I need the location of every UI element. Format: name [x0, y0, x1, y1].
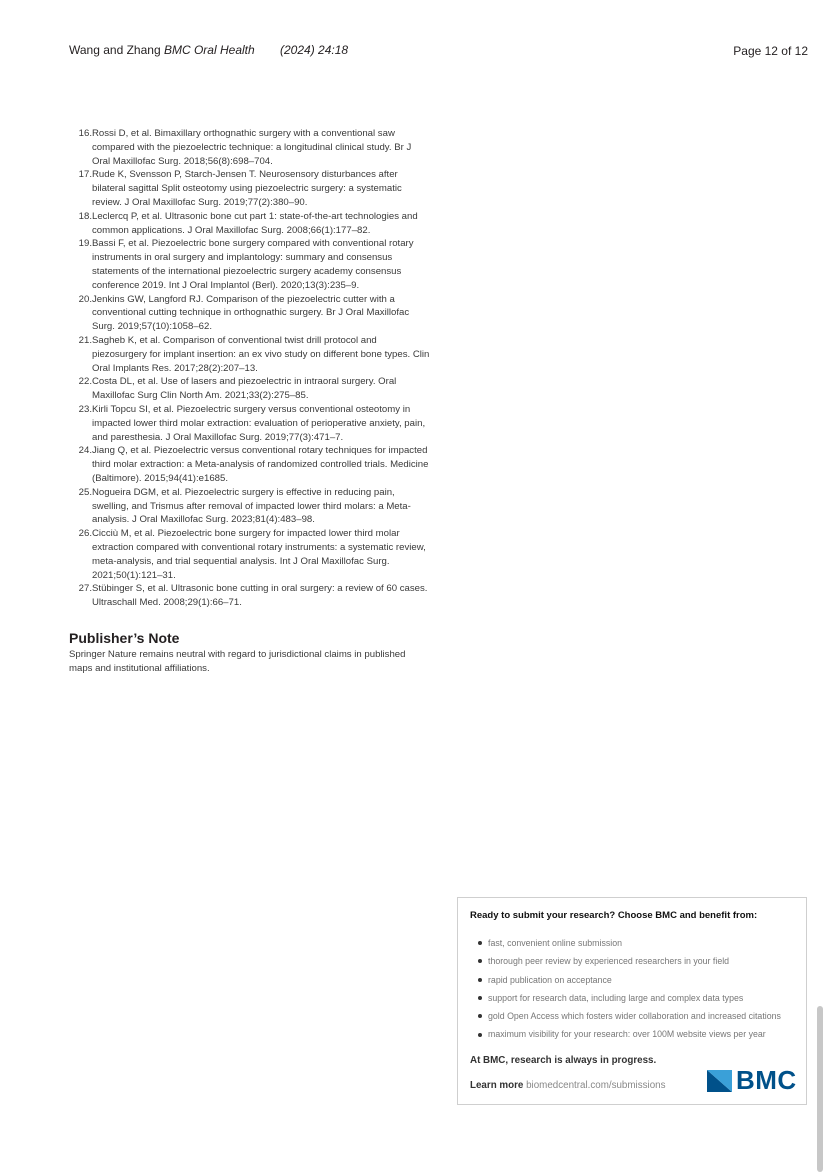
bullet-icon: [478, 959, 482, 963]
reference-text: Sagheb K, et al. Comparison of conventional twist drill protocol and piezosurgery for implant insertion: an ex vivo study on different bone types. Clin Oral Implants Res. 2017;28(2):207–13.: [92, 334, 430, 374]
bmc-logo: [707, 1065, 797, 1096]
ad-benefit-list: [478, 934, 781, 1044]
bullet-icon: [478, 941, 482, 945]
reference-list: [69, 127, 431, 610]
ad-benefit-text: gold Open Access which fosters wider collaboration and increased citations: [488, 1011, 781, 1022]
ad-benefit-item: [478, 989, 781, 1007]
page-number: Page 12 of 12: [733, 44, 808, 58]
reference-number: 24.: [78, 445, 92, 457]
reference-number: 17.: [78, 169, 92, 181]
ad-benefit-text: rapid publication on acceptance: [488, 974, 612, 985]
reference-number: 25.: [78, 486, 92, 498]
reference-item: [69, 403, 431, 444]
bmc-logo-icon: [707, 1070, 732, 1092]
bmc-logo-text: BMC: [736, 1065, 797, 1095]
reference-item: [69, 527, 431, 582]
header-journal: BMC Oral Health: [163, 43, 255, 57]
reference-number: 19.: [78, 238, 92, 250]
reference-item: [69, 444, 431, 485]
ad-benefit-item: [478, 971, 781, 989]
reference-number: 18.: [78, 210, 92, 222]
reference-text: Rossi D, et al. Bimaxillary orthognathic surgery with a conventional saw compared with the piezoelectric technique: a longitudinal clinical study. Br J Oral Maxillofac Surg. 2018;56(8):698–704.: [92, 128, 412, 167]
reference-number: 27.: [78, 583, 92, 595]
reference-text: Jiang Q, et al. Piezoelectric versus conventional rotary techniques for impacted third molar extraction: a Meta-analysis of randomized controlled trials. Medicine (Baltimore). 2015;94(41):e1685.: [92, 445, 429, 484]
reference-item: [69, 582, 431, 610]
reference-text: Bassi F, et al. Piezoelectric bone surgery compared with conventional rotary instruments in oral surgery and implantology: summary and consensus statements of the international piezoelectric surgery academy consensus conference 2019. Int J Oral Implantol (Berl). 2020;13(3):235–9.: [92, 238, 414, 291]
ad-benefit-item: [478, 1007, 781, 1025]
reference-item: [69, 293, 431, 334]
publishers-note-text: Springer Nature remains neutral with regard to jurisdictional claims in published maps and institutional affiliations.: [69, 649, 406, 674]
bullet-icon: [478, 1014, 482, 1018]
ad-benefit-text: thorough peer review by experienced researchers in your field: [488, 956, 730, 967]
reference-text: Stübinger S, et al. Ultrasonic bone cutting in oral surgery: a review of 60 cases. Ultraschall Med. 2008;29(1):66–71.: [92, 583, 428, 609]
bullet-icon: [478, 978, 482, 982]
header-year: (2024) 24:18: [280, 43, 349, 57]
bullet-icon: [478, 996, 482, 1000]
reference-item: [69, 210, 431, 238]
ad-benefit-item: [478, 1025, 781, 1043]
publishers-note-heading: Publisher’s Note: [69, 630, 180, 646]
ad-benefit-text: fast, convenient online submission: [488, 938, 622, 948]
bmc-submission-ad: [457, 897, 807, 1105]
learn-more-label[interactable]: Learn more: [470, 1080, 524, 1091]
reference-number: 20.: [78, 293, 92, 305]
reference-number: 21.: [78, 334, 92, 346]
reference-number: 22.: [78, 376, 92, 388]
ad-tagline: At BMC, research is always in progress.: [470, 1055, 657, 1066]
bullet-icon: [478, 1033, 482, 1037]
reference-item: [69, 127, 431, 168]
ad-benefit-item: [478, 934, 781, 952]
ad-benefit-text: maximum visibility for your research: over 100M website views per year: [488, 1029, 766, 1040]
submissions-link[interactable]: biomedcentral.com/submissions: [526, 1080, 666, 1091]
reference-item: [69, 237, 431, 292]
reference-text: Nogueira DGM, et al. Piezoelectric surgery is effective in reducing pain, swelling, and Trismus after removal of impacted lower third molars: a Meta-analysis. J Oral Maxillofac Surg. 2023;81(4):483–98.: [92, 486, 411, 526]
reference-number: 26.: [78, 528, 92, 540]
ad-benefit-text: support for research data, including large and complex data types: [488, 992, 744, 1003]
scrollbar-thumb[interactable]: [817, 1006, 823, 1172]
running-header: [69, 43, 348, 57]
reference-number: 23.: [78, 403, 92, 415]
reference-text: Kirli Topcu SI, et al. Piezoelectric surgery versus conventional osteotomy in impacted lower third molar extraction: evaluation of perioperative anxiety, pain, and paresthesia. J Oral Maxillofac Surg. 2019;77(3):471–7.: [92, 403, 426, 443]
reference-text: Leclercq P, et al. Ultrasonic bone cut part 1: state-of-the-art technologies and common applications. J Oral Maxillofac Surg. 2008;66(1):177–82.: [92, 210, 418, 236]
reference-item: [69, 375, 431, 403]
header-authors: Wang and Zhang: [69, 43, 161, 57]
reference-item: [69, 486, 431, 527]
reference-text: Rude K, Svensson P, Starch-Jensen T. Neurosensory disturbances after bilateral sagittal Split osteotomy using piezoelectric surgery: a systematic review. J Oral Maxillofac Surg. 2019;77(2):380–90.: [92, 169, 402, 208]
reference-text: Cicciù M, et al. Piezoelectric bone surgery for impacted lower third molar extraction compared with conventional rotary instruments: a systematic review, meta-analysis, and trial sequential analysis. Int J Oral Maxillofac Surg. 2021;50(1):121–31.: [92, 528, 426, 581]
ad-learn-more[interactable]: [470, 1080, 665, 1091]
ad-heading: Ready to submit your research? Choose BMC and benefit from:: [470, 910, 758, 921]
reference-text: Costa DL, et al. Use of lasers and piezoelectric in intraoral surgery. Oral Maxillofac Surg Clin North Am. 2021;33(2):275–85.: [92, 376, 397, 402]
reference-text: Jenkins GW, Langford RJ. Comparison of the piezoelectric cutter with a conventional cutting technique in orthognathic surgery. Br J Oral Maxillofac Surg. 2019;57(10):1058–62.: [92, 293, 410, 333]
reference-item: [69, 334, 431, 375]
reference-number: 16.: [78, 128, 92, 139]
reference-item: [69, 168, 431, 209]
ad-benefit-item: [478, 952, 781, 970]
